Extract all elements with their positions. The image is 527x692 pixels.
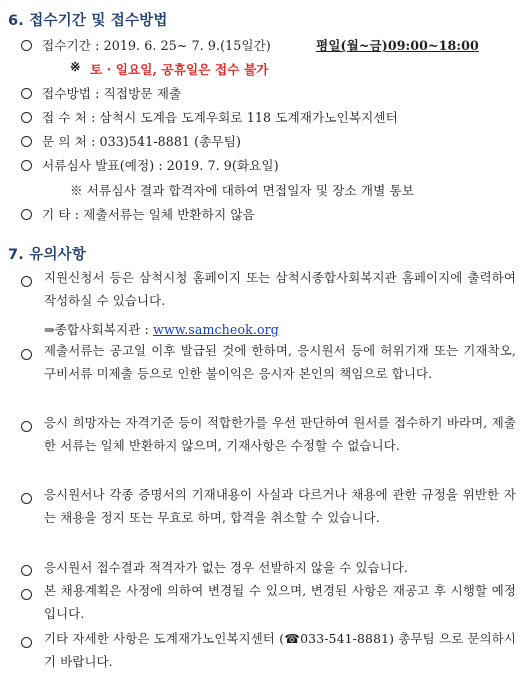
bullet-icon [21,349,32,360]
notice-item-6: 본 채용계획은 사정에 의하여 변경될 수 있으며, 변경된 사항은 재공고 후 시행할 예정입니다. [44,583,516,621]
section-6-title: 6. 접수기간 및 접수방법 [8,13,168,29]
bullet-icon [21,136,32,147]
bullet-icon [21,589,32,600]
bullet-icon [21,88,32,99]
phone-icon: ☎ [284,631,301,646]
bullet-icon [21,565,32,576]
result-note: ※ 서류심사 결과 합격자에 대하여 면접일자 및 장소 개별 통보 [70,183,414,198]
notice-item-4: 응시원서나 각종 증명서의 기재내용이 사실과 다르거나 채용에 관한 규정을 위반한 자는 채용을 정지 또는 무효로 하며, 합격을 취소할 수 있습니다. [44,487,516,525]
notice-item-7 [44,627,516,673]
welfare-center-link[interactable]: www.samcheok.org [153,322,279,337]
bullet-icon [21,209,32,220]
notice-item-3: 응시 희망자는 자격기준 등이 적합한가를 우선 판단하여 원서를 접수하기 바라며, 제출한 서류는 일체 반환하지 않으며, 기재사항은 수정할 수 없습니다. [44,415,516,453]
result-text: 서류심사 발표(예정) : 2019. 7. 9(화요일) [42,158,279,173]
period-hours: 평일(월~금)09:00~18:00 [316,38,479,53]
notice-item-2: 제출서류는 공고일 이후 발급된 것에 한하며, 응시원서 등에 허위기재 또는 기재착오, 구비서류 미제출 등으로 인한 불이익은 응시자 본인의 책임으로 합니다. [44,343,516,381]
bullet-icon [21,637,32,648]
section-7-title: 7. 유의사항 [8,247,87,263]
link-prefix: ⇒종합사회복지관 : [44,322,154,337]
place-text: 접 수 처 : 삼척시 도계읍 도계우회로 118 도계재가노인복지센터 [42,110,398,125]
closed-days-note: 토 · 일요일, 공휴일은 접수 불가 [90,62,269,77]
link-line [44,319,279,338]
contact-text: 문 의 처 : 033)541-8881 (총무팀) [42,134,241,149]
period-label: 접수기간 : 2019. 6. 25~ 7. 9.(15일간) [42,38,271,53]
note-mark: ※ [70,59,81,74]
method-text: 접수방법 : 직접방문 제출 [42,86,182,101]
etc-text: 기 타 : 제출서류는 일체 반환하지 않음 [42,207,255,222]
notice-item-1: 지원신청서 등은 삼척시청 홈페이지 또는 삼척시종합사회복지관 홈페이지에 출력하여 작성하실 수 있습니다. [44,270,516,308]
bullet-icon [21,421,32,432]
notice-item-5: 응시원서 접수결과 적격자가 없는 경우 선발하지 않을 수 있습니다. [44,560,409,575]
bullet-icon [21,276,32,287]
bullet-icon [21,40,32,51]
item7-suffix: 총무팀 으로 문의하시기 바랍니다. [44,631,516,669]
bullet-icon [21,160,32,171]
bullet-icon [21,493,32,504]
bullet-icon [21,112,32,123]
item7-phone: 033-541-8881) [300,631,395,646]
item7-prefix: 기타 자세한 사항은 도계재가노인복지센터 ( [44,631,285,646]
